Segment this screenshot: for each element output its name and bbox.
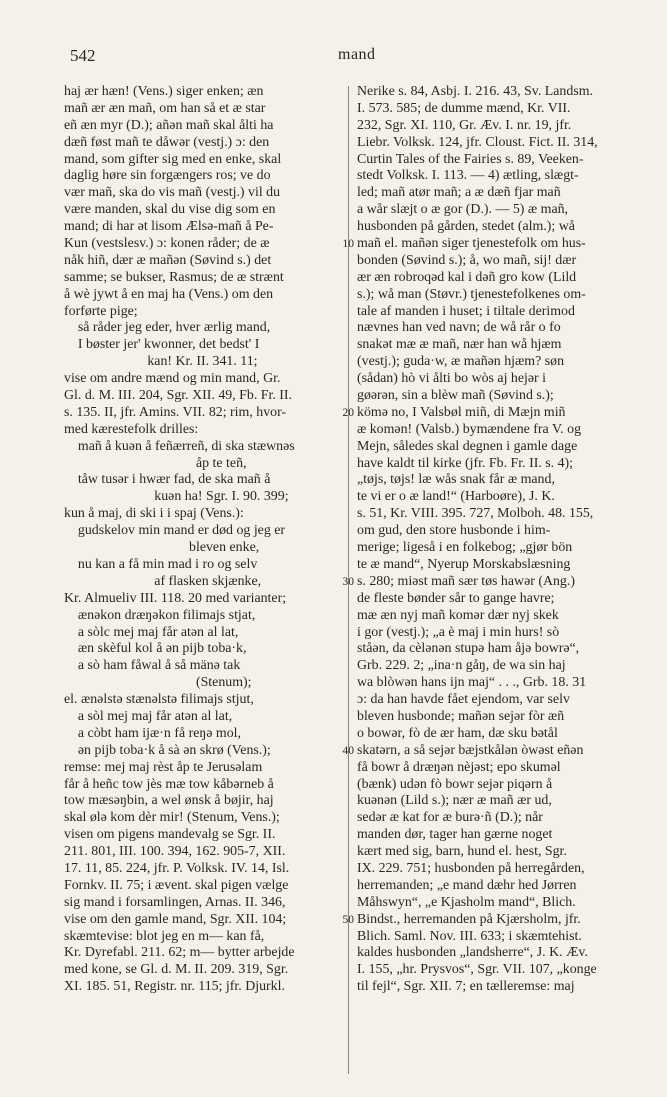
line-number: 40 <box>342 745 354 758</box>
text-line: skatərn, a så sejər bæjstkålən òwəst eñən <box>357 742 584 758</box>
text-line: Fornkv. II. 75; i ævent. skal pigen vælge <box>64 877 289 893</box>
running-head: mand <box>338 46 376 63</box>
text-line: led; mañ atør mañ; a æ dæñ fjar mañ <box>357 185 561 201</box>
text-line: ænəkon dræŋəkon filimajs stjat, <box>64 607 256 623</box>
text-line: wa blòwən hans ijn maj“ . . ., Grb. 18. 31 <box>357 675 587 691</box>
text-line: Kr. Almueliv III. 118. 20 med varianter; <box>64 590 287 606</box>
text-line: eñ æn myr (D.); añən mañ skal ålti ha <box>64 117 274 133</box>
text-line: I bøster jer' kwonner, det bedst' I <box>64 337 260 353</box>
text-line: (vestj.); guda·w, æ mañən hjæm? søn <box>357 354 565 370</box>
text-line: kun å maj, di ski i i spaj (Vens.): <box>64 506 244 522</box>
text-line: have kaldt til kirke (jfr. Fb. Fr. II. s. 4); <box>357 455 574 471</box>
text-line: visen om pigens mandevalg se Sgr. II. <box>64 827 276 843</box>
text-line: med kone, se Gl. d. M. II. 209. 319, Sgr. <box>64 962 289 978</box>
text-line: skæmtevise: blot jeg en m— kan få, <box>64 928 265 944</box>
text-line: tow mæsəŋbin, a wel ønsk å bøjir, haj <box>64 793 274 809</box>
text-line: bonden (Søvind s.); å, wo mañ, sij! dær <box>357 252 577 268</box>
text-line: el. ænəlstə stænəlstə filimajs stjut, <box>64 692 254 708</box>
text-line: ən pijb toba·k å sà ən skrø (Vens.); <box>64 742 271 758</box>
text-line: ståən, da cèlənən stupə ham åjə bowrə“, <box>357 641 580 657</box>
text-line: Nerike s. 84, Asbj. I. 216. 43, Sv. Landsm. <box>357 84 593 99</box>
text-line: være manden, skal du vise dig som en <box>64 202 276 218</box>
text-line: gudskelov min mand er død og jeg er <box>64 523 286 539</box>
text-line: s.); wå man (Støvr.) tjenestefolkenes om- <box>357 286 586 302</box>
text-line: med kærestefolk drilles: <box>64 421 199 437</box>
text-line: vær mañ, ska do vis mañ (vestj.) vil du <box>64 185 281 201</box>
text-line: (bænk) udən fò bowr sejər piqərn å <box>357 776 553 792</box>
text-line: åp te teñ, <box>64 455 247 471</box>
line-number: 20 <box>342 407 354 420</box>
text-line: mæ æn nyj mañ komər dær nyj skek <box>357 607 559 623</box>
text-line: nu kan a få min mad i ro og selv <box>64 556 258 572</box>
text-line: kuən ha! Sgr. I. 90. 399; <box>64 489 289 505</box>
text-line: vise om den gamle mand, Sgr. XII. 104; <box>64 911 287 927</box>
text-line: de fleste bønder sår to gange havre; <box>357 590 555 606</box>
text-line: bleven husbonde; mañən sejər fòr æñ <box>357 708 565 724</box>
text-line: ær æn robroqəd kal i dəñ gro kow (Lild <box>357 269 577 285</box>
text-line: til fejl“, Sgr. XII. 7; en tælleremse: maj <box>357 979 575 995</box>
right-column <box>357 84 633 996</box>
text-line: kömə no, I Valsbøl miñ, di Mæjn miñ <box>357 404 566 420</box>
text-line: Grb. 229. 2; „ina·n gåŋ, de wa sin haj <box>357 658 566 674</box>
text-line: tale af manden i huset; i tiltale derimod <box>357 303 575 319</box>
text-line: i gor (vestj.); „a è maj i min hurs! sò <box>357 624 560 640</box>
text-line: bleven enke, <box>64 540 260 556</box>
text-line: husbonden på gården, stedet (alm.); wå <box>357 219 575 235</box>
text-line: kan! Kr. II. 341. 11; <box>64 354 258 370</box>
text-line: remse: mej maj rèst åp te Jerusəlam <box>64 759 263 775</box>
text-line: I. 573. 585; de dumme mænd, Kr. VII. <box>357 100 571 116</box>
text-line: s. 280; miəst mañ sær tøs hawər (Ang.) <box>357 573 575 589</box>
text-line: samme; se bukser, Rasmus; de æ strænt <box>64 269 284 285</box>
text-line: om gud, den store husbonde i him- <box>357 523 551 539</box>
page-number: 542 <box>70 46 96 65</box>
text-line: Mejn, således skal degnen i gamle dage <box>357 438 578 454</box>
text-line: ɔ: da han havde fået ejendom, var selv <box>357 692 570 708</box>
text-line: stedt Volksk. I. 113. — 4) ætling, slægt- <box>357 168 579 184</box>
text-line: Kr. Dyrefabl. 211. 62; m— bytter arbejde <box>64 945 295 961</box>
text-line: a sòlc mej maj får atən al lat, <box>64 624 239 640</box>
text-line: så råder jeg eder, hver ærlig mand, <box>64 320 271 336</box>
text-line: vise om andre mænd og min mand, Gr. <box>64 371 281 387</box>
text-line: s. 51, Kr. VIII. 395. 727, Molboh. 48. 155, <box>357 506 594 522</box>
page-header <box>70 46 630 70</box>
text-line: IX. 229. 751; husbonden på herregården, <box>357 860 585 876</box>
text-line: kuənən (Lild s.); nær æ mañ ær ud, <box>357 793 552 809</box>
text-line: Blich. Saml. Nov. III. 633; i skæmtehist. <box>357 928 582 944</box>
text-line: æn skèful kol å ən pijb toba·k, <box>64 641 247 657</box>
text-line: (Stenum); <box>64 675 252 691</box>
left-column <box>64 84 340 996</box>
text-line: Liebr. Volksk. 124, jfr. Cloust. Fict. II. 314, <box>357 134 598 150</box>
text-line: Curtin Tales of the Fairies s. 89, Veeken- <box>357 151 584 167</box>
text-line: få bowr å dræŋən nèjəst; epo skuməl <box>357 759 561 775</box>
text-line: af flasken skjænke, <box>64 573 262 589</box>
text-line: (sådan) hò vi ålti bo wòs aj hejər i <box>357 371 547 387</box>
text-line: mand; di har ət lisom Ælsə-mañ å Pe- <box>64 219 274 235</box>
text-line: 17. 11, 85. 224, jfr. P. Volksk. IV. 14, Isl. <box>64 860 290 876</box>
text-line: Måhswyn“, „e Kjasholm mand“, Blich. <box>357 894 576 910</box>
text-line: forførte pige; <box>64 303 138 319</box>
text-line: te vi er o æ land!“ (Harboøre), J. K. <box>357 489 555 505</box>
text-line: får å heñc tow jès mæ tow kåbərneb å <box>64 776 274 792</box>
text-line: nævnes han ved navn; de wå rår o fo <box>357 320 561 336</box>
text-line: te æ mand“, Nyerup Morskabslæsning <box>357 556 571 572</box>
text-line: 232, Sgr. XI. 110, Gr. Æv. I. nr. 19, jfr. <box>357 117 572 133</box>
text-line: dæñ føst mañ te dåwər (vestj.) ɔ: den <box>64 134 270 150</box>
text-line: merige; ligeså i en folkebog; „gjør bön <box>357 540 573 556</box>
text-line: herremanden; „e mand dæhr hed Jørren <box>357 877 577 893</box>
text-line: mand, som gifter sig med en enke, skal <box>64 151 282 167</box>
line-number: 10 <box>342 238 354 251</box>
line-number: 50 <box>342 914 354 927</box>
text-line: å wè jywt å en maj ha (Vens.) om den <box>64 286 274 302</box>
text-line: skal ølə kom dèr mir! (Stenum, Vens.); <box>64 810 280 826</box>
text-line: Gl. d. M. III. 204, Sgr. XII. 49, Fb. Fr. II. <box>64 388 293 404</box>
text-line: I. 155, „hr. Prysvos“, Sgr. VII. 107, „konge <box>357 962 597 978</box>
text-line: mañ ær æn mañ, om han så et æ star <box>64 100 266 116</box>
text-line: gøərən, sin a blèw mañ (Søvind s.); <box>357 388 554 404</box>
line-number: 30 <box>342 576 354 589</box>
text-line: tåw tusər i hwær fad, de ska mañ å <box>64 472 271 488</box>
text-line: daglig høre sin forgængers ros; ve do <box>64 168 271 184</box>
text-line: Kun (vestslesv.) ɔ: konen råder; de æ <box>64 236 270 252</box>
text-line: a wår slæjt o æ gor (D.). — 5) æ mañ, <box>357 202 569 218</box>
text-line: a sòl mej maj får atən al lat, <box>64 708 233 724</box>
text-line: 211. 801, III. 100. 394, 162. 905-7, XII. <box>64 844 286 860</box>
text-line: o bowər, fò de ær ham, dæ sku bətål <box>357 725 558 741</box>
text-line: kært med sig, barn, hund el. hest, Sgr. <box>357 844 567 860</box>
text-line: manden dør, tager han gærne noget <box>357 827 553 843</box>
text-line: mañ el. mañən siger tjenestefolk om hus- <box>357 236 586 252</box>
text-line: a sò ham fåwal å så mänə tak <box>64 658 241 674</box>
text-line: mañ å kuən å feñærreñ, di ska stæwnəs <box>64 438 295 454</box>
text-line: sedər æ kat for æ burə·ñ (D.); når <box>357 810 543 826</box>
text-line: kaldes husbonden „landsherre“, J. K. Æv. <box>357 945 588 961</box>
text-line: haj ær hæn! (Vens.) siger enken; æn <box>64 84 264 99</box>
text-line: nåk hiñ, dær æ mañən (Søvind s.) det <box>64 252 272 268</box>
text-line: snakət mæ æ mañ, nær han wå hjæm <box>357 337 562 353</box>
text-line: „tøjs, tøjs! læ wås snak får æ mand, <box>357 472 555 488</box>
text-line: a còbt ham ijæ·n få reŋə mol, <box>64 725 241 741</box>
text-line: æ komən! (Valsb.) bymændene fra V. og <box>357 421 582 437</box>
text-line: XI. 185. 51, Registr. nr. 115; jfr. Djurkl. <box>64 979 285 995</box>
text-line: Bindst., herremanden på Kjærsholm, jfr. <box>357 911 581 927</box>
text-line: sig mand i forsamlingen, Arnas. II. 346, <box>64 894 286 910</box>
text-line: s. 135. II, jfr. Amins. VII. 82; rim, hvor- <box>64 404 287 420</box>
